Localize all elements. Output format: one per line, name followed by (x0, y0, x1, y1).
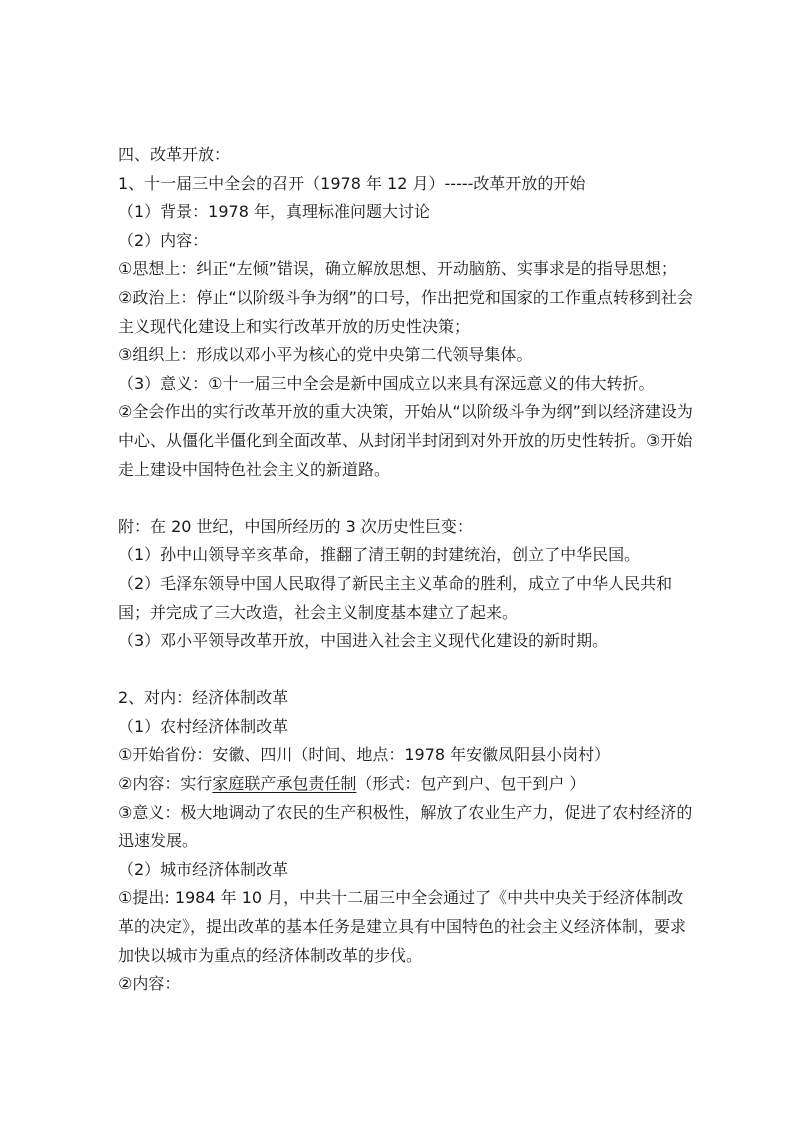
paragraph-significance-2: ②全会作出的实行改革开放的重大决策，开始从“以阶级斗争为纲”到以经济建设为中心、从僵化半僵化到全面改革、从封闭半封闭到对外开放的历史性转折。③开始走上建设中国特色社会主义的新道路。 (118, 402, 693, 479)
urban-reform-title: （2）城市经济体制改革 (118, 859, 289, 879)
spacer (118, 484, 693, 513)
appendix-change-1: （1）孙中山领导辛亥革命，推翻了清王朝的封建统治，创立了中华民国。 (118, 545, 641, 565)
paragraph-organization: ③组织上：形成以邓小平为核心的党中央第二代领导集体。 (118, 345, 533, 365)
rural-reform-start: ①开始省份：安徽、四川（时间、地点：1978 年安徽凤阳县小岗村） (118, 745, 611, 765)
rural-content-term: 家庭联产承包责任制 (212, 774, 357, 794)
appendix-change-2: （2）毛泽东领导中国人民取得了新民主主义革命的胜利，成立了中华人民共和国；并完成了三大改造，社会主义制度基本建立了起来。 (118, 573, 673, 622)
section-heading: 四、改革开放： (118, 145, 231, 164)
appendix-change-3: （3）邓小平领导改革开放，中国进入社会主义现代化建设的新时期。 (118, 631, 609, 651)
urban-reform-content: ②内容： (118, 974, 181, 994)
rural-reform-significance: ③意义：极大地调动了农民的生产积极性，解放了农业生产力，促进了农村经济的迅速发展。 (118, 802, 693, 851)
rural-content-prefix: ②内容：实行 (118, 774, 213, 794)
paragraph-background: （1）背景：1978 年，真理标准问题大讨论 (118, 202, 430, 222)
spacer (118, 656, 693, 685)
item-title: 1、十一届三中全会的召开（1978 年 12 月）-----改革开放的开始 (118, 173, 586, 193)
paragraph-content-label: （2）内容： (118, 230, 209, 250)
rural-content-suffix: （形式：包产到户、包干到户 ） (356, 774, 586, 794)
rural-reform-content (118, 770, 693, 799)
paragraph-thought: ①思想上：纠正“左倾”错误，确立解放思想、开动脑筋、实事求是的指导思想； (118, 259, 677, 279)
rural-reform-title: （1）农村经济体制改革 (118, 716, 289, 736)
paragraph-politics: ②政治上：停止“以阶级斗争为纲”的口号，作出把党和国家的工作重点转移到社会主义现代化建设上和实行改革开放的历史性决策； (118, 287, 693, 336)
section2-heading: 2、对内：经济体制改革 (118, 688, 289, 708)
urban-reform-proposal: ①提出: 1984 年 10 月，中共十二届三中全会通过了《中共中央关于经济体制改革的决定》，提出改革的基本任务是建立具有中国特色的社会主义经济体制，要求加快以城市为重点的经济体制改革的步伐。 (118, 888, 687, 965)
document-body (118, 141, 693, 999)
appendix-heading: 附：在 20 世纪，中国所经历的 3 次历史性巨变： (118, 516, 473, 536)
paragraph-significance-1: （3）意义：①十一届三中全会是新中国成立以来具有深远意义的伟大转折。 (118, 373, 655, 393)
